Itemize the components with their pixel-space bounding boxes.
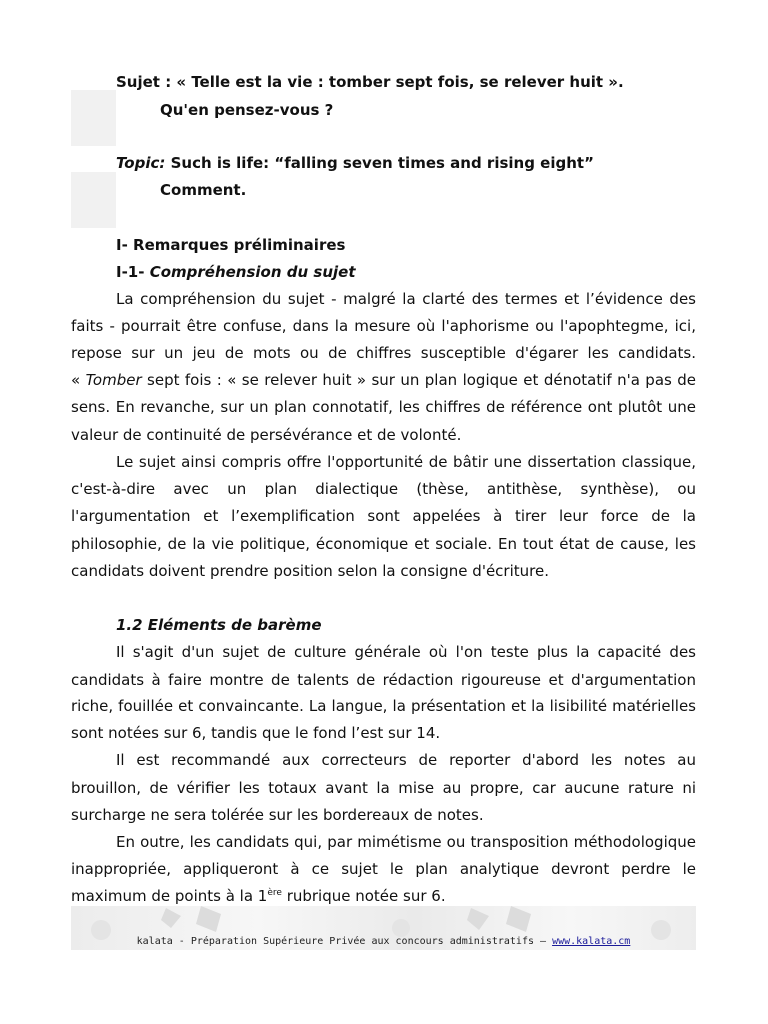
paragraph-line: candidats doivent prendre position selon la consigne d'écriture. (71, 562, 549, 580)
paragraph-line: La compréhension du sujet - malgré la clarté des termes et l’évidence des (116, 290, 696, 308)
faint-margin-box (71, 172, 116, 228)
paragraph-line: En outre, les candidats qui, par mimétisme ou transposition méthodologique (116, 833, 696, 851)
topic-text: Such is life: “falling seven times and rising eight” (165, 154, 594, 172)
footer-link[interactable]: www.kalata.cm (552, 936, 631, 947)
subsection-number: I-1- (116, 263, 150, 281)
footer-label: kalata - Préparation Supérieure Privée aux concours administratifs – (136, 936, 553, 947)
italic-word: Tomber (85, 371, 142, 389)
subject-fr-line2: Qu'en pensez-vous ? (160, 101, 334, 119)
paragraph-line: l'argumentation et l’exemplification sont appelées à tirer leur force de la (71, 507, 696, 525)
faint-margin-box (71, 90, 116, 146)
superscript: ère (267, 888, 282, 898)
subject-en-line1 (116, 153, 741, 173)
paragraph-line: Il s'agit d'un sujet de culture générale où l'on teste plus la capacité des (116, 643, 696, 661)
paragraph-line: sens. En revanche, sur un plan connotatif, les chiffres de référence ont plutôt une (71, 398, 696, 416)
paragraph-line: candidats à faire montre de talents de rédaction rigoureuse et d'argumentation (71, 671, 696, 689)
subsection-title: Compréhension du sujet (149, 263, 356, 281)
paragraph-line (71, 370, 696, 390)
page-footer (71, 906, 696, 950)
topic-label: Topic: (116, 154, 166, 172)
paragraph-line: valeur de continuité de persévérance et de volonté. (71, 426, 462, 444)
line-end: rubrique notée sur 6. (281, 887, 446, 905)
paragraph-line: riche, fouillée et convaincante. La langue, la présentation et la lisibilité matérielles (71, 697, 696, 715)
paragraph-line: surcharge ne sera tolérée sur les bordereaux de notes. (71, 806, 484, 824)
quote-open: « (71, 371, 86, 389)
paragraph-line: philosophie, de la vie politique, économique et sociale. En tout état de cause, les (71, 535, 696, 553)
paragraph-line (71, 886, 696, 906)
paragraph-line: repose sur un jeu de mots ou de chiffres susceptible d'égarer les candidats. (71, 344, 696, 362)
paragraph-line: brouillon, de vérifier les totaux avant la mise au propre, car aucune rature ni (71, 779, 696, 797)
subject-fr-line1: Sujet : « Telle est la vie : tomber sept fois, se relever huit ». (116, 73, 624, 91)
subject-en-line2: Comment. (160, 181, 247, 199)
paragraph-line: faits - pourrait être confuse, dans la mesure où l'aphorisme ou l'apophtegme, ici, (71, 317, 696, 335)
line-rest: sept fois : « se relever huit » sur un plan logique et dénotatif n'a pas de (141, 371, 696, 389)
line-start: maximum de points à la 1 (71, 887, 268, 905)
paragraph-line: Le sujet ainsi compris offre l'opportunité de bâtir une dissertation classique, (116, 453, 696, 471)
subsection-heading-comprehension (116, 262, 741, 282)
footer-text (71, 936, 696, 947)
paragraph-line: sont notées sur 6, tandis que le fond l’est sur 14. (71, 724, 441, 742)
paragraph-line: inappropriée, appliqueront à ce sujet le plan analytique devront perdre le (71, 860, 696, 878)
section-heading-bareme: 1.2 Eléments de barème (116, 616, 322, 634)
paragraph-line: c'est-à-dire avec un plan dialectique (thèse, antithèse, synthèse), ou (71, 480, 696, 498)
section-heading-remarques: I- Remarques préliminaires (116, 236, 346, 254)
paragraph-line: Il est recommandé aux correcteurs de reporter d'abord les notes au (116, 751, 696, 769)
